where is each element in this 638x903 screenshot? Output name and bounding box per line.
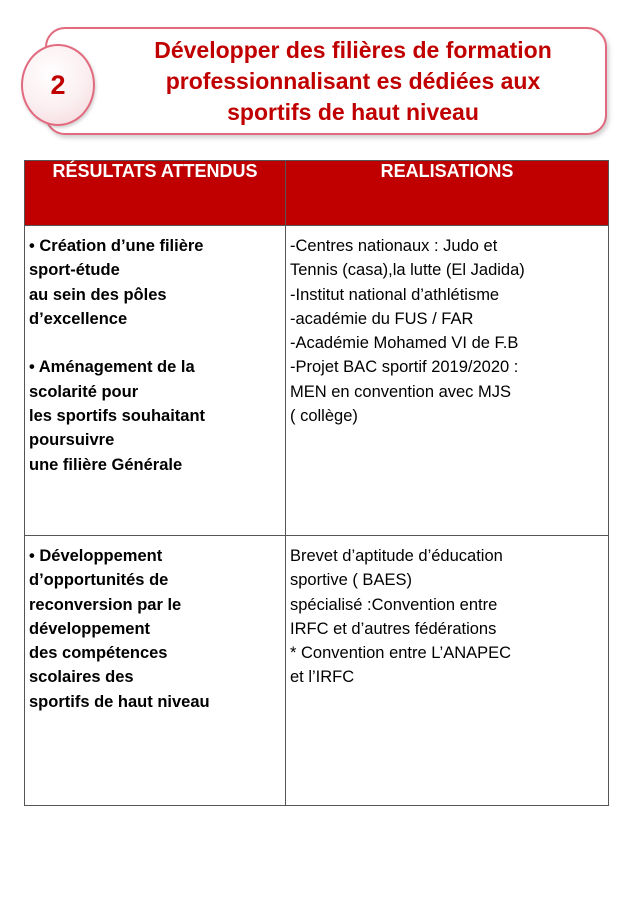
table-row (25, 226, 609, 536)
cell-attendus: • Création d’une filière sport-étude au sein des pôles d’excellence • Aménagement de la scolarité pour les sportifs souhaitant poursuivre une filière Générale (25, 226, 286, 536)
column-header-attendus: RÉSULTATS ATTENDUS (25, 161, 286, 226)
cell-realisations: Brevet d’aptitude d’éducation sportive ( BAES) spécialisé :Convention entre IRFC et d’autres fédérations * Convention entre L’ANAPEC et l’IRFC (286, 536, 609, 806)
cell-realisations: -Centres nationaux : Judo et Tennis (casa),la lutte (El Jadida) -Institut national d’athlétisme -académie du FUS / FAR -Académie Mohamed VI de F.B -Projet BAC sportif 2019/2020 : MEN en convention avec MJS ( collège) (286, 226, 609, 536)
page-title: Développer des filières de formation professionnalisant es dédiées aux sportifs de haut niveau (154, 37, 552, 125)
results-table (24, 160, 609, 806)
column-header-realisations: REALISATIONS (286, 161, 609, 226)
title-banner (45, 27, 607, 135)
cell-attendus: • Développement d’opportunités de reconversion par le développement des compétences scolaires des sportifs de haut niveau (25, 536, 286, 806)
table-row (25, 536, 609, 806)
table-header-row (25, 161, 609, 226)
section-number: 2 (50, 69, 66, 100)
section-number-badge (21, 44, 95, 126)
